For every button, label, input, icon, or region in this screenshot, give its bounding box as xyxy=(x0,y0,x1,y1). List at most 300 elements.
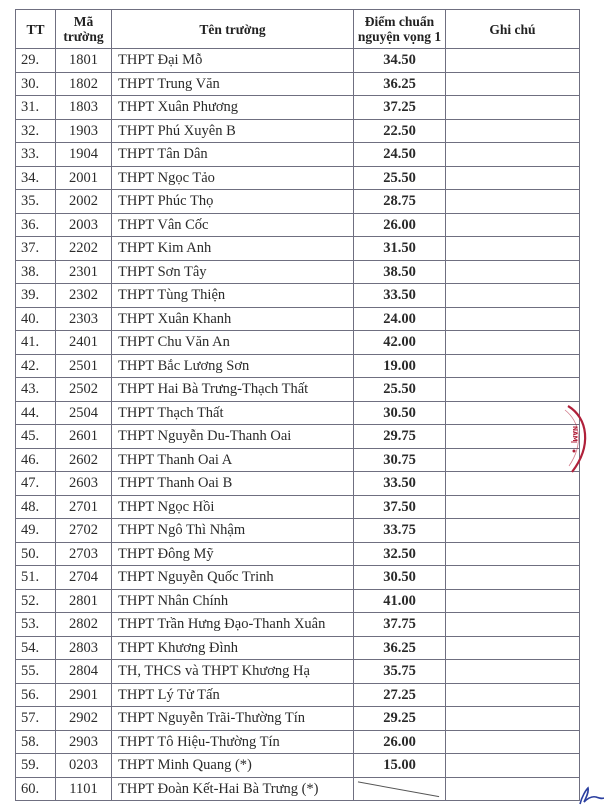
school-name-cell xyxy=(112,707,354,731)
school-name: THPT Thanh Oai B xyxy=(118,475,233,491)
cutoff-score: 42.00 xyxy=(383,334,416,350)
row-number-cell xyxy=(16,260,56,284)
school-name-cell xyxy=(112,237,354,261)
school-code: 2202 xyxy=(69,240,98,256)
school-code-cell xyxy=(56,542,112,566)
cutoff-score: 29.25 xyxy=(383,710,416,726)
header-ma-truong-line1: Mã xyxy=(73,14,94,29)
table-row xyxy=(16,613,580,637)
row-number: 54. xyxy=(21,639,40,656)
school-name: THPT Xuân Khanh xyxy=(118,310,232,327)
note-cell xyxy=(446,237,580,261)
cutoff-score-cell xyxy=(354,354,446,378)
row-number-cell xyxy=(16,730,56,754)
note-cell xyxy=(446,378,580,402)
score-table-container xyxy=(15,9,579,801)
table-row xyxy=(16,636,580,660)
school-code-cell xyxy=(56,425,112,449)
row-number-cell xyxy=(16,589,56,613)
school-name: THPT Hai Bà Trưng-Thạch Thất xyxy=(118,381,309,397)
note-cell xyxy=(446,730,580,754)
cutoff-score: 27.25 xyxy=(383,686,416,703)
row-number-cell xyxy=(16,613,56,637)
cutoff-score-cell xyxy=(354,96,446,120)
note-cell xyxy=(446,190,580,214)
cutoff-score-cell xyxy=(354,448,446,472)
header-ghi-chu xyxy=(446,10,580,49)
cutoff-score-cell xyxy=(354,495,446,519)
school-code-cell xyxy=(56,401,112,425)
school-code-cell xyxy=(56,730,112,754)
school-name: THPT Trần Hưng Đạo-Thanh Xuân xyxy=(118,616,326,632)
row-number: 43. xyxy=(21,381,40,397)
row-number: 44. xyxy=(21,404,40,421)
cutoff-score-cell xyxy=(354,72,446,96)
table-row xyxy=(16,331,580,355)
note-cell xyxy=(446,519,580,543)
school-name: THPT Xuân Phương xyxy=(118,99,238,115)
row-number-cell xyxy=(16,401,56,425)
cutoff-score: 37.75 xyxy=(383,616,416,632)
cutoff-score-cell xyxy=(354,754,446,778)
cutoff-score: 25.50 xyxy=(383,169,416,186)
row-number: 39. xyxy=(21,287,40,303)
cutoff-score-cell xyxy=(354,49,446,73)
row-number-cell xyxy=(16,190,56,214)
table-row xyxy=(16,49,580,73)
school-name-cell xyxy=(112,284,354,308)
table-row xyxy=(16,284,580,308)
note-cell xyxy=(446,566,580,590)
school-code: 1904 xyxy=(69,146,98,162)
note-cell xyxy=(446,495,580,519)
school-name: THPT Sơn Tây xyxy=(118,263,207,280)
row-number: 31. xyxy=(21,99,40,115)
school-name-cell xyxy=(112,260,354,284)
school-code-cell xyxy=(56,190,112,214)
cutoff-score: 36.25 xyxy=(383,75,416,92)
note-cell xyxy=(446,542,580,566)
school-code: 2901 xyxy=(69,686,98,703)
table-row xyxy=(16,730,580,754)
school-code: 1803 xyxy=(69,99,98,115)
row-number-cell xyxy=(16,777,56,801)
school-name: THPT Ngọc Tảo xyxy=(118,169,215,186)
table-row xyxy=(16,683,580,707)
table-row xyxy=(16,448,580,472)
school-name-cell xyxy=(112,331,354,355)
school-name-cell xyxy=(112,190,354,214)
row-number: 50. xyxy=(21,545,40,562)
cutoff-score-cell xyxy=(354,119,446,143)
school-name: THPT Đoàn Kết-Hai Bà Trưng (*) xyxy=(118,780,319,797)
school-name-cell xyxy=(112,96,354,120)
school-code-cell xyxy=(56,777,112,801)
school-name: THPT Khương Đình xyxy=(118,639,238,656)
table-row xyxy=(16,589,580,613)
note-cell xyxy=(446,284,580,308)
school-name-cell xyxy=(112,49,354,73)
school-code-cell xyxy=(56,143,112,167)
school-code: 2802 xyxy=(69,616,98,632)
cutoff-score-cell xyxy=(354,213,446,237)
table-row xyxy=(16,495,580,519)
row-number: 51. xyxy=(21,569,40,585)
row-number: 34. xyxy=(21,169,40,186)
row-number-cell xyxy=(16,660,56,684)
row-number: 37. xyxy=(21,240,40,256)
row-number: 42. xyxy=(21,357,40,374)
note-cell xyxy=(446,683,580,707)
cutoff-score-cell xyxy=(354,401,446,425)
cutoff-score: 32.50 xyxy=(383,545,416,562)
school-code: 2702 xyxy=(69,522,98,538)
row-number-cell xyxy=(16,354,56,378)
cutoff-score: 30.50 xyxy=(383,404,416,421)
school-code-cell xyxy=(56,448,112,472)
cutoff-score: 24.50 xyxy=(383,146,416,162)
school-code: 0203 xyxy=(69,757,98,773)
row-number-cell xyxy=(16,378,56,402)
school-name: THPT Ngọc Hồi xyxy=(118,498,215,515)
cutoff-score: 29.75 xyxy=(383,428,416,444)
table-row xyxy=(16,660,580,684)
school-code: 2504 xyxy=(69,404,98,421)
cutoff-score-cell xyxy=(354,307,446,331)
table-row xyxy=(16,190,580,214)
row-number: 58. xyxy=(21,733,40,750)
school-name: THPT Tùng Thiện xyxy=(118,287,226,303)
school-name-cell xyxy=(112,448,354,472)
school-code: 2002 xyxy=(69,193,98,209)
school-code: 1801 xyxy=(69,52,98,68)
school-code-cell xyxy=(56,495,112,519)
row-number: 49. xyxy=(21,522,40,538)
cutoff-score: 30.75 xyxy=(383,451,416,468)
row-number-cell xyxy=(16,49,56,73)
row-number: 55. xyxy=(21,663,40,679)
cutoff-score: 33.50 xyxy=(383,475,416,491)
school-name-cell xyxy=(112,213,354,237)
school-code: 2902 xyxy=(69,710,98,726)
table-header xyxy=(16,10,580,49)
school-name-cell xyxy=(112,72,354,96)
school-code: 2401 xyxy=(69,334,98,350)
row-number: 47. xyxy=(21,475,40,491)
cutoff-score: 38.50 xyxy=(383,263,416,280)
row-number: 52. xyxy=(21,592,40,609)
school-code: 2701 xyxy=(69,498,98,515)
cutoff-score-cell xyxy=(354,143,446,167)
table-row xyxy=(16,237,580,261)
school-name: THPT Chu Văn An xyxy=(118,334,230,350)
school-name-cell xyxy=(112,401,354,425)
school-code-cell xyxy=(56,519,112,543)
table-row xyxy=(16,260,580,284)
row-number: 33. xyxy=(21,146,40,162)
school-name: THPT Lý Tử Tấn xyxy=(118,686,220,703)
school-code: 2502 xyxy=(69,381,98,397)
row-number-cell xyxy=(16,683,56,707)
school-name-cell xyxy=(112,754,354,778)
school-name: THPT Đông Mỹ xyxy=(118,545,214,562)
note-cell xyxy=(446,166,580,190)
cutoff-score: 26.00 xyxy=(383,216,416,233)
school-code: 2302 xyxy=(69,287,98,303)
school-name: THPT Tô Hiệu-Thường Tín xyxy=(118,733,280,750)
note-cell xyxy=(446,660,580,684)
row-number: 30. xyxy=(21,75,40,92)
header-diem-chuan xyxy=(354,10,446,49)
school-code-cell xyxy=(56,589,112,613)
note-cell xyxy=(446,331,580,355)
header-tt xyxy=(16,10,56,49)
row-number-cell xyxy=(16,707,56,731)
school-name-cell xyxy=(112,166,354,190)
row-number-cell xyxy=(16,566,56,590)
header-diem-line1: Điểm chuẩn xyxy=(364,14,435,29)
school-code: 2001 xyxy=(69,169,98,186)
table-row xyxy=(16,542,580,566)
school-name: THPT Phúc Thọ xyxy=(118,193,214,209)
cutoff-score: 30.50 xyxy=(383,569,416,585)
note-cell xyxy=(446,401,580,425)
cutoff-score: 37.25 xyxy=(383,99,416,115)
school-code: 2501 xyxy=(69,357,98,374)
school-code: 2801 xyxy=(69,592,98,609)
school-name: THPT Kim Anh xyxy=(118,240,212,256)
table-body xyxy=(16,49,580,801)
cutoff-score-cell xyxy=(354,425,446,449)
school-code-cell xyxy=(56,166,112,190)
cutoff-score-cell xyxy=(354,589,446,613)
cutoff-score-cell xyxy=(354,284,446,308)
cutoff-score: 26.00 xyxy=(383,733,416,750)
school-name-cell xyxy=(112,119,354,143)
table-row xyxy=(16,72,580,96)
school-name-cell xyxy=(112,425,354,449)
cutoff-score: 28.75 xyxy=(383,193,416,209)
table-row xyxy=(16,425,580,449)
school-name-cell xyxy=(112,613,354,637)
cutoff-score-cell xyxy=(354,331,446,355)
note-cell xyxy=(446,260,580,284)
school-code-cell xyxy=(56,378,112,402)
row-number: 41. xyxy=(21,334,40,350)
school-code: 2803 xyxy=(69,639,98,656)
school-name-cell xyxy=(112,495,354,519)
school-name-cell xyxy=(112,566,354,590)
note-cell xyxy=(446,472,580,496)
diagonal-strike-line-icon xyxy=(354,778,445,801)
school-name: THPT Ngô Thì Nhậm xyxy=(118,522,246,538)
school-code: 2704 xyxy=(69,569,98,585)
cutoff-score-cell xyxy=(354,613,446,637)
cutoff-score-cell xyxy=(354,166,446,190)
school-code-cell xyxy=(56,237,112,261)
school-code-cell xyxy=(56,307,112,331)
school-name-cell xyxy=(112,777,354,801)
school-code: 2301 xyxy=(69,263,98,280)
note-cell xyxy=(446,754,580,778)
note-cell xyxy=(446,425,580,449)
row-number-cell xyxy=(16,754,56,778)
cutoff-score-cell xyxy=(354,190,446,214)
row-number: 45. xyxy=(21,428,40,444)
cutoff-score: 35.75 xyxy=(383,663,416,679)
school-code-cell xyxy=(56,260,112,284)
cutoff-score: 36.25 xyxy=(383,639,416,656)
cutoff-score: 31.50 xyxy=(383,240,416,256)
school-name: THPT Tân Dân xyxy=(118,146,208,162)
row-number: 48. xyxy=(21,498,40,515)
cutoff-score: 33.75 xyxy=(383,522,416,538)
row-number-cell xyxy=(16,448,56,472)
svg-text:NAM: NAM xyxy=(571,426,578,442)
school-name: THPT Thanh Oai A xyxy=(118,451,233,468)
school-name: THPT Minh Quang (*) xyxy=(118,757,252,773)
note-cell xyxy=(446,589,580,613)
school-code-cell xyxy=(56,49,112,73)
cutoff-score: 15.00 xyxy=(383,757,416,773)
note-cell xyxy=(446,119,580,143)
row-number-cell xyxy=(16,143,56,167)
cutoff-score: 24.00 xyxy=(383,310,416,327)
table-row xyxy=(16,119,580,143)
header-ma-truong xyxy=(56,10,112,49)
cutoff-score: 34.50 xyxy=(383,52,416,68)
row-number: 60. xyxy=(21,780,40,797)
red-seal-stamp-icon xyxy=(562,404,592,474)
cutoff-score-cell xyxy=(354,707,446,731)
table-row xyxy=(16,307,580,331)
table-row xyxy=(16,777,580,801)
school-code: 1802 xyxy=(69,75,98,92)
school-code-cell xyxy=(56,707,112,731)
row-number-cell xyxy=(16,472,56,496)
cutoff-score-cell xyxy=(354,519,446,543)
header-ten-truong-label: Tên trường xyxy=(199,21,266,37)
cutoff-score: 19.00 xyxy=(383,357,416,374)
school-name-cell xyxy=(112,683,354,707)
school-code: 2703 xyxy=(69,545,98,562)
cutoff-score-cell xyxy=(354,378,446,402)
school-code-cell xyxy=(56,660,112,684)
school-name-cell xyxy=(112,636,354,660)
cutoff-score-cell xyxy=(354,636,446,660)
row-number-cell xyxy=(16,495,56,519)
row-number: 56. xyxy=(21,686,40,703)
school-name-cell xyxy=(112,378,354,402)
school-name: THPT Vân Cốc xyxy=(118,216,209,233)
cutoff-score-cell xyxy=(354,566,446,590)
cutoff-score-cell xyxy=(354,683,446,707)
cutoff-score-cell xyxy=(354,660,446,684)
row-number-cell xyxy=(16,119,56,143)
row-number: 29. xyxy=(21,52,40,68)
table-row xyxy=(16,472,580,496)
admission-score-table xyxy=(15,9,580,801)
school-code: 2303 xyxy=(69,310,98,327)
school-code-cell xyxy=(56,213,112,237)
row-number-cell xyxy=(16,542,56,566)
school-name: THPT Nguyễn Trãi-Thường Tín xyxy=(118,710,305,726)
header-tt-label: TT xyxy=(26,21,45,37)
cutoff-score: 37.50 xyxy=(383,498,416,515)
note-cell xyxy=(446,613,580,637)
cutoff-score: 33.50 xyxy=(383,287,416,303)
note-cell xyxy=(446,777,580,801)
school-name-cell xyxy=(112,472,354,496)
school-code: 2602 xyxy=(69,451,98,468)
header-ten-truong xyxy=(112,10,354,49)
row-number-cell xyxy=(16,237,56,261)
school-code-cell xyxy=(56,354,112,378)
table-row xyxy=(16,143,580,167)
school-name: THPT Bắc Lương Sơn xyxy=(118,357,250,374)
cutoff-score: 25.50 xyxy=(383,381,416,397)
row-number-cell xyxy=(16,307,56,331)
row-number: 57. xyxy=(21,710,40,726)
school-code-cell xyxy=(56,72,112,96)
row-number-cell xyxy=(16,72,56,96)
table-row xyxy=(16,378,580,402)
school-name: THPT Nguyễn Du-Thanh Oai xyxy=(118,428,292,444)
school-code: 1903 xyxy=(69,122,98,139)
school-code: 2903 xyxy=(69,733,98,750)
school-name: THPT Trung Văn xyxy=(118,75,220,92)
row-number: 32. xyxy=(21,122,40,139)
school-code-cell xyxy=(56,472,112,496)
school-code-cell xyxy=(56,754,112,778)
cutoff-score-cell xyxy=(354,542,446,566)
row-number-cell xyxy=(16,636,56,660)
row-number-cell xyxy=(16,284,56,308)
row-number-cell xyxy=(16,425,56,449)
note-cell xyxy=(446,307,580,331)
school-code-cell xyxy=(56,613,112,637)
cutoff-score-cell xyxy=(354,777,446,801)
school-code-cell xyxy=(56,284,112,308)
school-name-cell xyxy=(112,307,354,331)
school-name: TH, THCS và THPT Khương Hạ xyxy=(118,663,310,679)
row-number: 35. xyxy=(21,193,40,209)
school-name-cell xyxy=(112,660,354,684)
school-code: 2603 xyxy=(69,475,98,491)
cutoff-score-cell xyxy=(354,730,446,754)
school-name-cell xyxy=(112,354,354,378)
school-code-cell xyxy=(56,96,112,120)
school-code: 2003 xyxy=(69,216,98,233)
table-row xyxy=(16,707,580,731)
row-number-cell xyxy=(16,519,56,543)
row-number: 38. xyxy=(21,263,40,280)
school-code: 2601 xyxy=(69,428,98,444)
table-row xyxy=(16,213,580,237)
note-cell xyxy=(446,707,580,731)
note-cell xyxy=(446,354,580,378)
cutoff-score-cell xyxy=(354,472,446,496)
header-row xyxy=(16,10,580,49)
school-code-cell xyxy=(56,119,112,143)
cutoff-score: 22.50 xyxy=(383,122,416,139)
cutoff-score-cell xyxy=(354,260,446,284)
note-cell xyxy=(446,72,580,96)
school-name-cell xyxy=(112,589,354,613)
table-row xyxy=(16,519,580,543)
school-code-cell xyxy=(56,566,112,590)
note-cell xyxy=(446,143,580,167)
